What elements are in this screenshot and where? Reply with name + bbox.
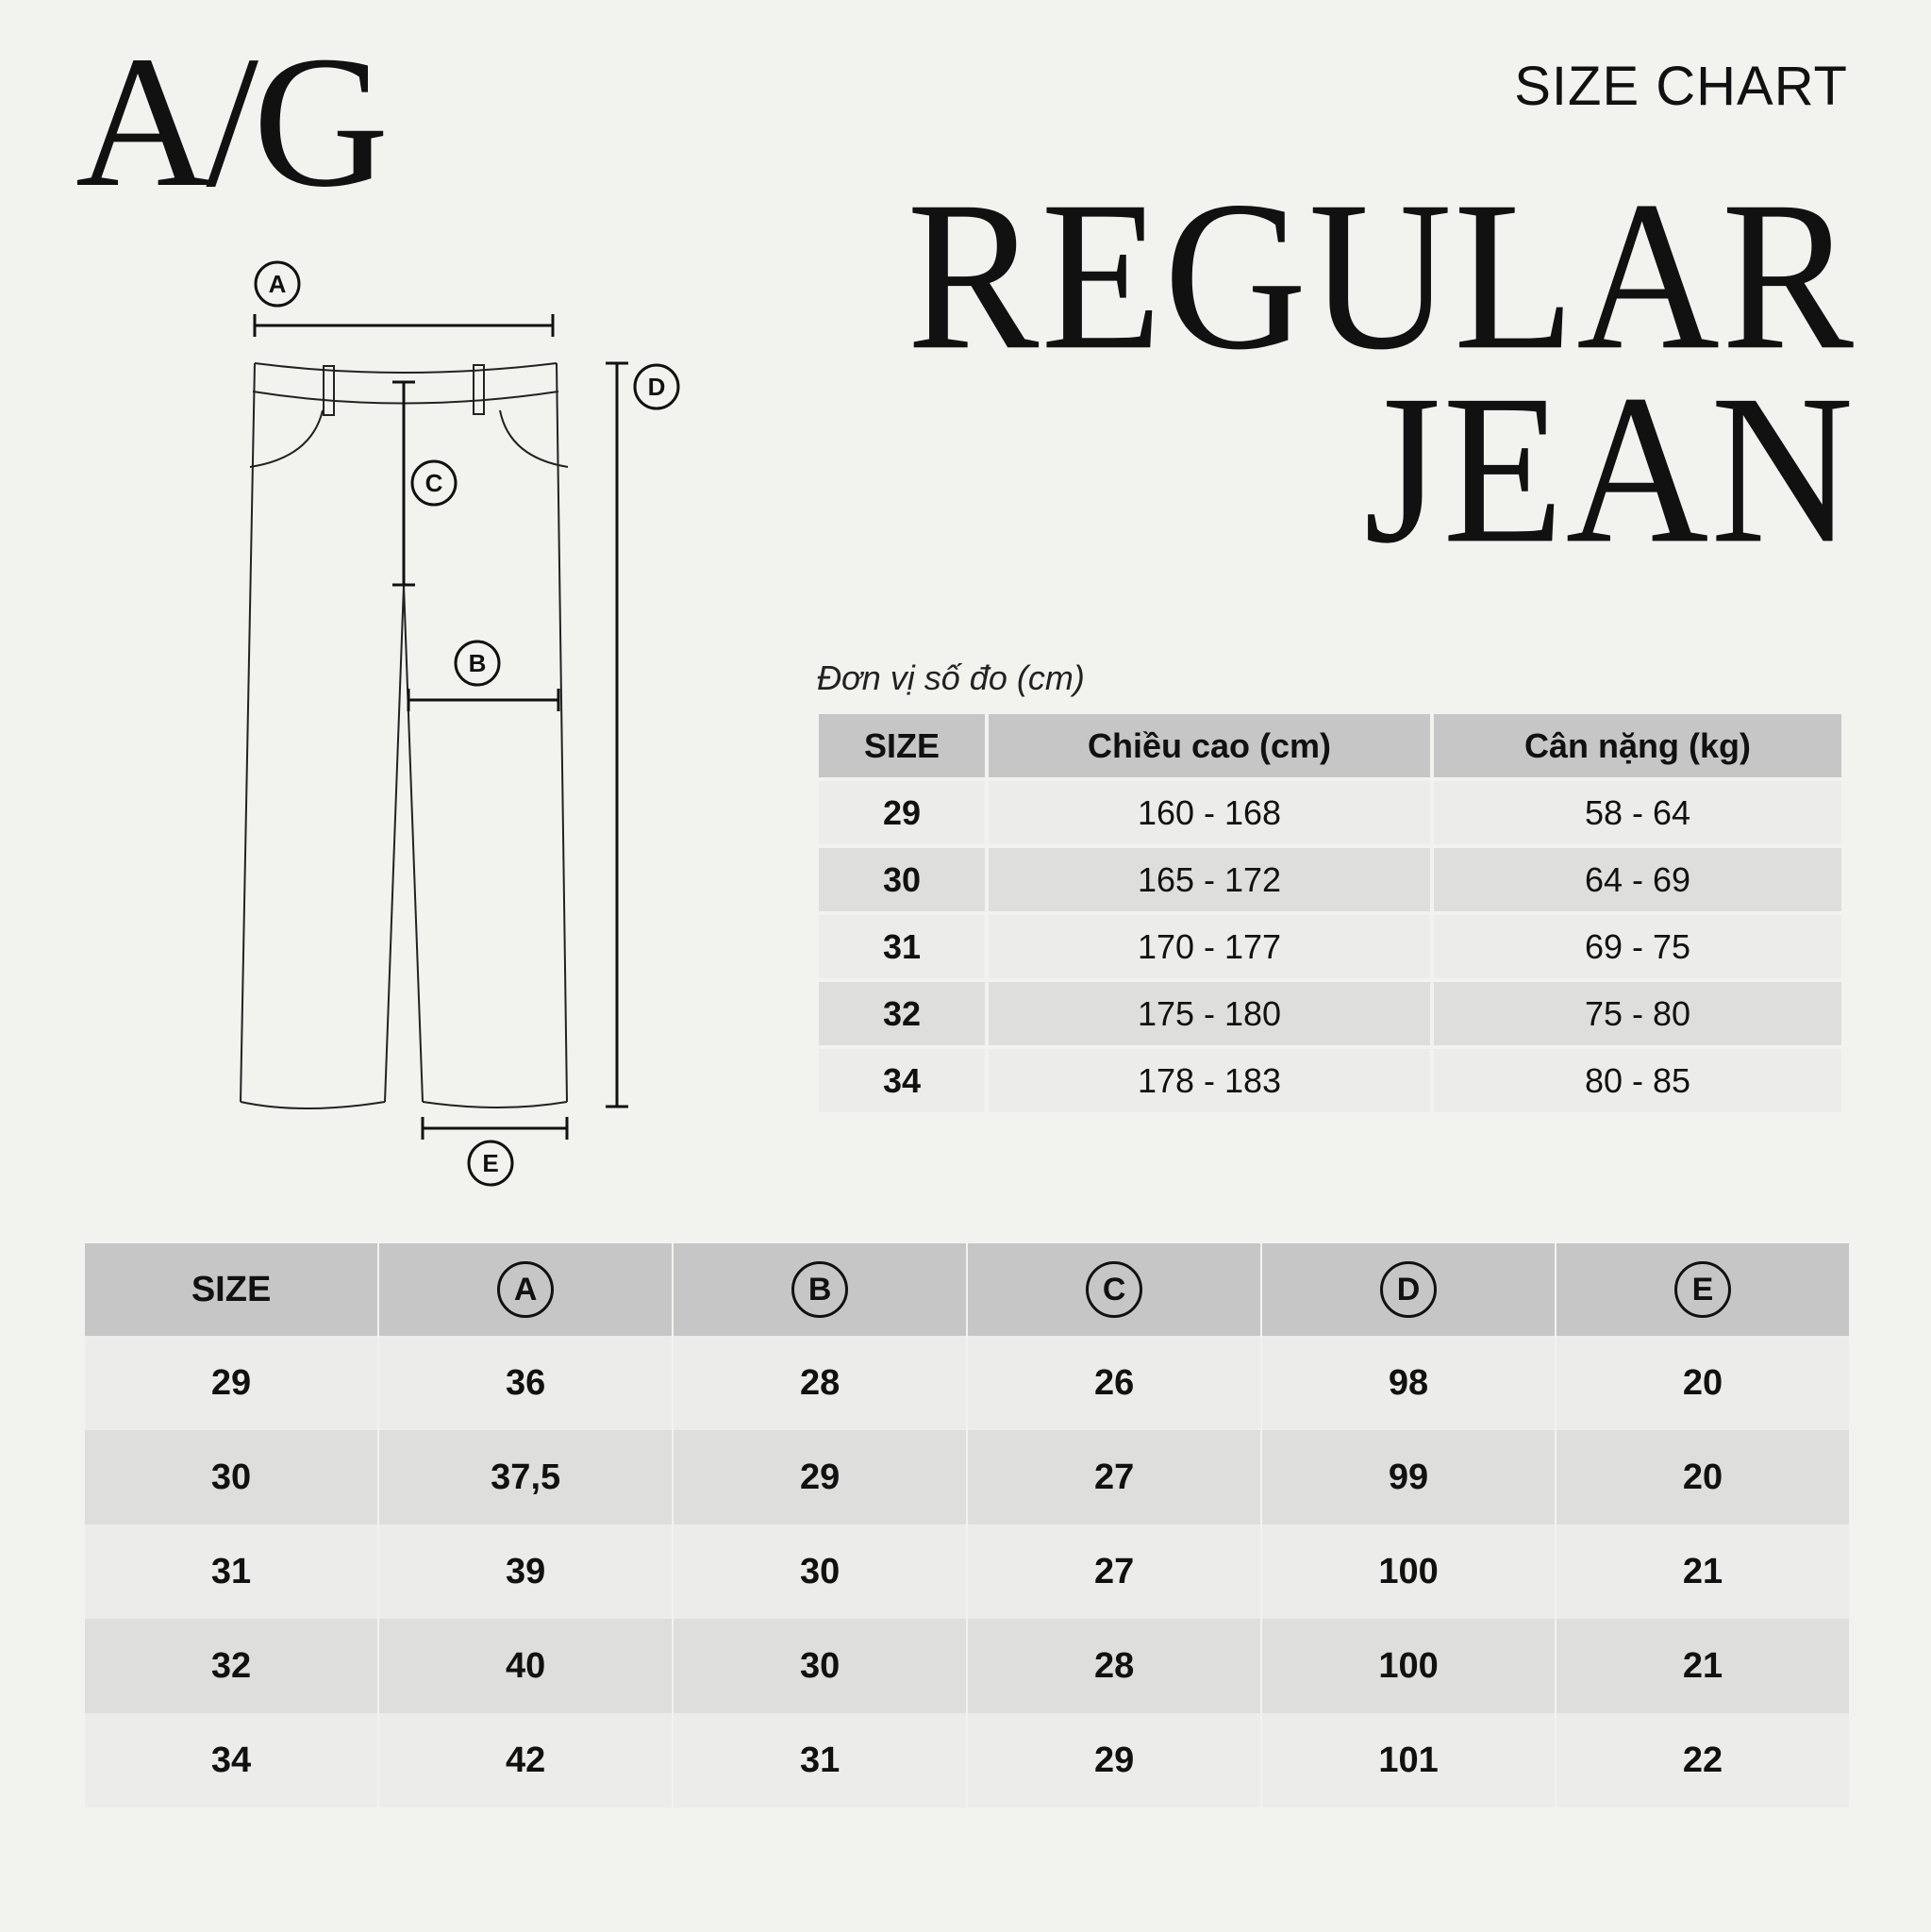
svg-text:C: C — [424, 469, 443, 497]
size-cell: 34 — [819, 1049, 985, 1112]
height-cell: 165 - 172 — [989, 848, 1430, 911]
size-chart-label: SIZE CHART — [1514, 56, 1848, 117]
weight-cell: 80 - 85 — [1434, 1049, 1841, 1112]
height-cell: 160 - 168 — [989, 781, 1430, 844]
table-row — [85, 1430, 1849, 1524]
col-header-a — [379, 1243, 672, 1336]
marker-e — [469, 1141, 512, 1185]
b-cell: 29 — [674, 1430, 966, 1524]
marker-a-badge: A — [497, 1261, 554, 1318]
height-cell: 170 - 177 — [989, 915, 1430, 978]
a-cell: 40 — [379, 1619, 672, 1713]
c-cell: 27 — [968, 1524, 1260, 1619]
height-cell: 178 - 183 — [989, 1049, 1430, 1112]
d-cell: 100 — [1262, 1524, 1555, 1619]
weight-cell: 64 - 69 — [1434, 848, 1841, 911]
product-title — [907, 158, 1856, 589]
e-cell: 20 — [1556, 1430, 1849, 1524]
svg-text:A: A — [268, 270, 287, 298]
d-cell: 100 — [1262, 1619, 1555, 1713]
c-cell: 28 — [968, 1619, 1260, 1713]
col-header-size: SIZE — [819, 714, 985, 777]
e-cell: 21 — [1556, 1619, 1849, 1713]
d-cell: 98 — [1262, 1336, 1555, 1430]
table-row — [819, 781, 1841, 844]
c-cell: 26 — [968, 1336, 1260, 1430]
c-cell: 27 — [968, 1430, 1260, 1524]
size-cell: 30 — [819, 848, 985, 911]
b-cell: 30 — [674, 1524, 966, 1619]
size-cell: 29 — [819, 781, 985, 844]
d-cell: 101 — [1262, 1713, 1555, 1807]
e-cell: 20 — [1556, 1336, 1849, 1430]
col-header-weight: Cân nặng (kg) — [1434, 714, 1841, 777]
unit-note: Đơn vị số đo (cm) — [817, 658, 1085, 697]
marker-b — [456, 641, 499, 685]
weight-cell: 58 - 64 — [1434, 781, 1841, 844]
size-cell: 31 — [85, 1524, 377, 1619]
title-line-1: REGULAR — [907, 158, 1856, 394]
b-cell: 28 — [674, 1336, 966, 1430]
size-cell: 32 — [819, 982, 985, 1045]
marker-e-badge: E — [1674, 1261, 1731, 1318]
table-row — [819, 1049, 1841, 1112]
b-cell: 31 — [674, 1713, 966, 1807]
size-cell: 31 — [819, 915, 985, 978]
weight-cell: 69 - 75 — [1434, 915, 1841, 978]
col-header-e — [1556, 1243, 1849, 1336]
table-row — [819, 848, 1841, 911]
table-row — [85, 1524, 1849, 1619]
col-header-c — [968, 1243, 1260, 1336]
col-header-d — [1262, 1243, 1555, 1336]
a-cell: 39 — [379, 1524, 672, 1619]
table-row — [819, 915, 1841, 978]
col-header-b — [674, 1243, 966, 1336]
svg-text:D: D — [647, 373, 666, 401]
marker-d — [635, 365, 678, 408]
weight-cell: 75 - 80 — [1434, 982, 1841, 1045]
measurement-table — [83, 1243, 1851, 1807]
d-cell: 99 — [1262, 1430, 1555, 1524]
table-row — [85, 1713, 1849, 1807]
height-cell: 175 - 180 — [989, 982, 1430, 1045]
marker-a — [256, 262, 299, 306]
a-cell: 42 — [379, 1713, 672, 1807]
b-cell: 30 — [674, 1619, 966, 1713]
marker-b-badge: B — [791, 1261, 848, 1318]
c-cell: 29 — [968, 1713, 1260, 1807]
col-header-size: SIZE — [85, 1243, 377, 1336]
table-row — [85, 1336, 1849, 1430]
svg-text:B: B — [468, 649, 487, 677]
marker-d-badge: D — [1380, 1261, 1437, 1318]
size-cell: 32 — [85, 1619, 377, 1713]
marker-c — [412, 461, 456, 505]
e-cell: 21 — [1556, 1524, 1849, 1619]
size-cell: 30 — [85, 1430, 377, 1524]
height-weight-table — [815, 710, 1845, 1116]
title-line-2: JEAN — [1363, 351, 1856, 589]
e-cell: 22 — [1556, 1713, 1849, 1807]
table-row — [819, 982, 1841, 1045]
svg-text:E: E — [482, 1149, 499, 1177]
size-cell: 34 — [85, 1713, 377, 1807]
marker-c-badge: C — [1086, 1261, 1142, 1318]
size-cell: 29 — [85, 1336, 377, 1430]
jeans-measurement-diagram — [217, 255, 707, 1189]
a-cell: 37,5 — [379, 1430, 672, 1524]
brand-logo: A/G — [75, 18, 384, 226]
a-cell: 36 — [379, 1336, 672, 1430]
table-row — [85, 1619, 1849, 1713]
col-header-height: Chiều cao (cm) — [989, 714, 1430, 777]
